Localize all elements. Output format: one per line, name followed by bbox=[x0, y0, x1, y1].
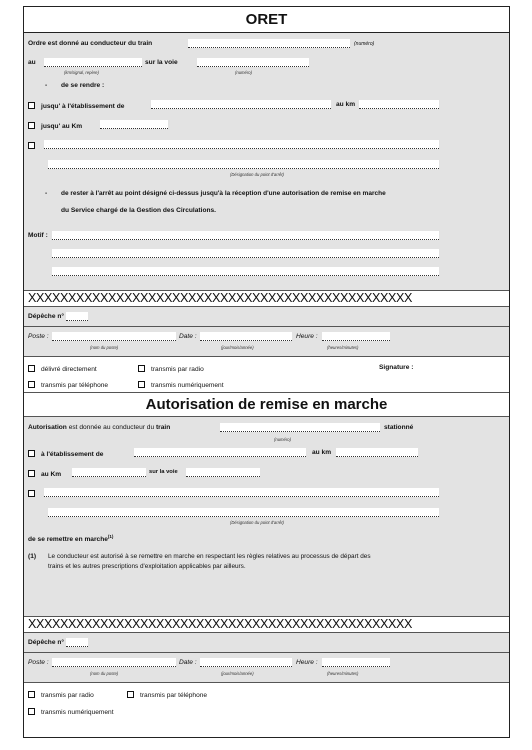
date-2-label: Date : bbox=[179, 659, 197, 666]
checkbox-radio-2[interactable] bbox=[28, 691, 35, 698]
auto-etablissement-label: à l'établissement de bbox=[41, 451, 104, 458]
depeche-2-transmission bbox=[24, 683, 509, 736]
option-radio-2 bbox=[28, 691, 94, 700]
option-numerique-1 bbox=[138, 381, 224, 390]
motif-field-1[interactable] bbox=[52, 231, 439, 240]
auto-etablissement-field[interactable] bbox=[134, 448, 306, 457]
auto-km-label: au Km bbox=[41, 471, 62, 478]
checkbox-delivre[interactable] bbox=[28, 365, 35, 372]
option-other bbox=[28, 142, 41, 151]
autorisation-title: Autorisation de remise en marche bbox=[145, 396, 388, 413]
auto-voie-field[interactable] bbox=[186, 468, 260, 477]
autorisation-train-field[interactable] bbox=[220, 423, 380, 432]
option-telephone-2 bbox=[127, 691, 207, 700]
poste-2-label: Poste : bbox=[28, 659, 49, 666]
note-line-1: Le conducteur est autorisé à se remettre en marche en respectant les règles relatives au processus de départ des bbox=[48, 553, 371, 560]
autorisation-train-row bbox=[28, 425, 170, 432]
voie-field[interactable] bbox=[197, 58, 309, 67]
autorisation-rest: est donnée au conducteur du bbox=[68, 424, 155, 431]
voie-hint: (numéro) bbox=[235, 70, 252, 75]
telephone-2-label: transmis par téléphone bbox=[140, 692, 208, 699]
checkbox-etablissement[interactable] bbox=[28, 102, 35, 109]
oret-body bbox=[24, 33, 509, 291]
depeche-1-transmission bbox=[24, 357, 509, 393]
voie-label: sur la voie bbox=[145, 59, 178, 66]
auto-au-km-label: au km bbox=[312, 449, 332, 456]
option-numerique-2 bbox=[28, 708, 114, 717]
heure-1-label: Heure : bbox=[296, 333, 318, 340]
motif-field-2[interactable] bbox=[52, 249, 439, 258]
position-field[interactable] bbox=[44, 58, 142, 67]
auto-voie-label: sur la voie bbox=[149, 469, 178, 475]
stationne-label: stationné bbox=[384, 424, 414, 431]
heure-1-field[interactable] bbox=[322, 332, 390, 341]
numerique-2-label: transmis numériquement bbox=[41, 709, 114, 716]
other-field-1[interactable] bbox=[44, 140, 439, 149]
radio-1-label: transmis par radio bbox=[151, 366, 204, 373]
km-field[interactable] bbox=[100, 120, 168, 129]
poste-1-hint: (nom du poste) bbox=[90, 345, 119, 350]
heure-2-field[interactable] bbox=[322, 658, 390, 667]
radio-2-label: transmis par radio bbox=[41, 692, 94, 699]
option-delivre bbox=[28, 365, 97, 374]
cancel-xs-1: XXXXXXXXXXXXXXXXXXXXXXXXXXXXXXXXXXXXXXXXXXXXXXXX bbox=[28, 291, 412, 305]
train-row bbox=[28, 41, 152, 48]
auto-other-field-2[interactable] bbox=[48, 508, 439, 517]
depeche-2-label: Dépêche n° bbox=[28, 639, 64, 646]
checkbox-telephone-1[interactable] bbox=[28, 381, 35, 388]
train-number-field[interactable] bbox=[188, 39, 350, 48]
telephone-1-label: transmis par téléphone bbox=[41, 382, 109, 389]
other-field-2[interactable] bbox=[48, 160, 439, 169]
delivre-label: délivré directement bbox=[41, 366, 97, 373]
km-label: jusqu' au Km bbox=[41, 123, 83, 130]
dash-1: - bbox=[45, 82, 48, 89]
checkbox-other[interactable] bbox=[28, 142, 35, 149]
checkbox-radio-1[interactable] bbox=[138, 365, 145, 372]
auto-checkbox-km[interactable] bbox=[28, 470, 35, 477]
date-1-field[interactable] bbox=[200, 332, 292, 341]
dash-2: - bbox=[45, 190, 48, 197]
auto-option-km bbox=[28, 470, 61, 479]
depeche-2-poste-band bbox=[24, 653, 509, 683]
auto-option-other bbox=[28, 490, 41, 499]
remettre-row bbox=[28, 535, 113, 544]
motif-field-3[interactable] bbox=[52, 267, 439, 276]
checkbox-numerique-1[interactable] bbox=[138, 381, 145, 388]
poste-2-hint: (nom du poste) bbox=[90, 671, 119, 676]
poste-2-field[interactable] bbox=[52, 658, 176, 667]
poste-1-field[interactable] bbox=[52, 332, 176, 341]
checkbox-telephone-2[interactable] bbox=[127, 691, 134, 698]
rester-line-2: du Service chargé de la Gestion des Circulations. bbox=[61, 207, 217, 214]
motif-label: Motif : bbox=[28, 232, 48, 239]
se-rendre-label: de se rendre : bbox=[61, 82, 105, 89]
option-km bbox=[28, 122, 82, 131]
oret-form bbox=[23, 6, 510, 738]
autorisation-title-band bbox=[24, 393, 509, 417]
heure-2-hint: (heures/minutes) bbox=[327, 671, 359, 676]
date-2-field[interactable] bbox=[200, 658, 292, 667]
option-radio-1 bbox=[138, 365, 204, 374]
designation-hint: (Désignation du point d'arrêt) bbox=[230, 172, 284, 177]
cancel-strip-2 bbox=[24, 617, 509, 633]
autorisation-train-hint: (numéro) bbox=[274, 437, 291, 442]
auto-checkbox-other[interactable] bbox=[28, 490, 35, 497]
auto-km-field[interactable] bbox=[72, 468, 146, 477]
oret-title-band bbox=[24, 7, 509, 33]
date-1-label: Date : bbox=[179, 333, 197, 340]
auto-au-km-field[interactable] bbox=[336, 448, 418, 457]
cancel-xs-2: XXXXXXXXXXXXXXXXXXXXXXXXXXXXXXXXXXXXXXXXXXXXXXXX bbox=[28, 617, 412, 631]
signature-label: Signature : bbox=[379, 364, 414, 371]
autorisation-train-word: train bbox=[155, 424, 171, 431]
train-number-hint: (numéro) bbox=[354, 41, 375, 47]
auto-checkbox-etablissement[interactable] bbox=[28, 450, 35, 457]
remettre-label: de se remettre en marche bbox=[28, 536, 108, 544]
depeche-2-number-field[interactable] bbox=[66, 638, 88, 647]
option-telephone-1 bbox=[28, 381, 108, 390]
autorisation-word: Autorisation bbox=[28, 424, 67, 431]
etablissement-label: jusqu' à l'établissement de bbox=[41, 103, 125, 110]
auto-other-field-1[interactable] bbox=[44, 488, 439, 497]
numerique-1-label: transmis numériquement bbox=[151, 382, 224, 389]
heure-2-label: Heure : bbox=[296, 659, 318, 666]
checkbox-numerique-2[interactable] bbox=[28, 708, 35, 715]
autorisation-body bbox=[24, 417, 509, 617]
depeche-1-poste-band bbox=[24, 327, 509, 357]
auto-option-etablissement bbox=[28, 450, 103, 459]
oret-title: ORET bbox=[245, 11, 288, 28]
train-label: Ordre est donné au conducteur du train bbox=[28, 40, 153, 47]
etablissement-field[interactable] bbox=[151, 100, 331, 109]
note-number: (1) bbox=[28, 553, 37, 560]
remettre-sup: (1) bbox=[107, 534, 114, 539]
poste-1-label: Poste : bbox=[28, 333, 49, 340]
cancel-strip-1 bbox=[24, 291, 509, 307]
depeche-2-number-band bbox=[24, 633, 509, 653]
auto-designation-hint: (Désignation du point d'arrêt) bbox=[230, 520, 284, 525]
note-line-2: trains et les autres prescriptions d'exploitation applicables par ailleurs. bbox=[48, 563, 246, 570]
rester-line-1: de rester à l'arrêt au point désigné ci-dessus jusqu'à la réception d'une autorisation de remise en marche bbox=[61, 190, 386, 197]
depeche-1-number-band bbox=[24, 307, 509, 327]
depeche-1-label: Dépêche n° bbox=[28, 313, 64, 320]
date-1-hint: (jour/mois/année) bbox=[221, 345, 254, 350]
date-2-hint: (jour/mois/année) bbox=[221, 671, 254, 676]
heure-1-hint: (heures/minutes) bbox=[327, 345, 359, 350]
au-label: au bbox=[28, 59, 36, 66]
checkbox-km[interactable] bbox=[28, 122, 35, 129]
depeche-1-number-field[interactable] bbox=[66, 312, 88, 321]
option-etablissement bbox=[28, 102, 124, 111]
au-km-label: au km bbox=[336, 101, 356, 108]
km-hint: (km/signal, repère) bbox=[64, 70, 99, 75]
au-km-field[interactable] bbox=[359, 100, 439, 109]
